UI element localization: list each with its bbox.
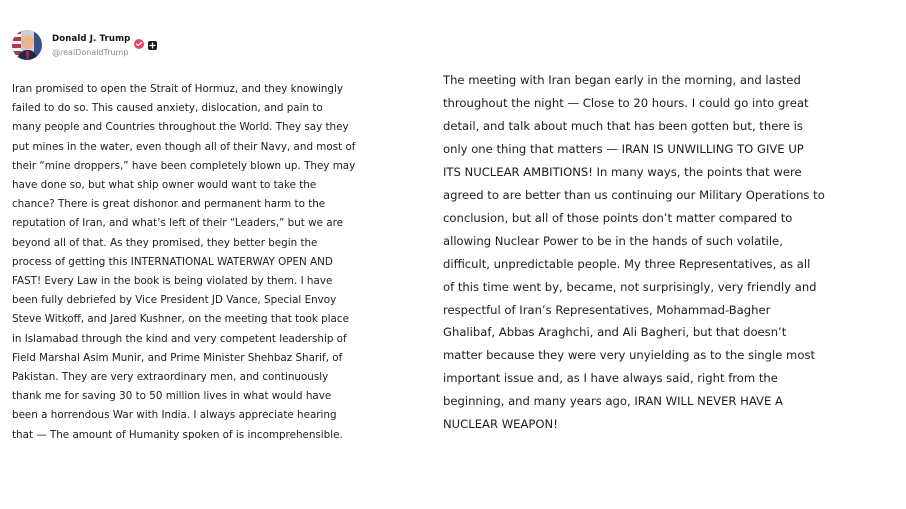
text-line: reputation of Iran, and what’s left of their “Leaders,” but we are (12, 217, 343, 230)
user-handle[interactable]: @realDonaldTrump (52, 48, 129, 57)
text-line: thank me for saving 30 to 50 million lives in what would have (12, 390, 332, 403)
text-line: ITS NUCLEAR AMBITIONS! In many ways, the points that were (443, 164, 802, 179)
text-line: NUCLEAR WEAPON! (443, 417, 558, 432)
name-row (52, 32, 157, 46)
avatar[interactable] (12, 30, 42, 60)
text-line: process of getting this INTERNATIONAL WATERWAY OPEN AND (12, 255, 333, 268)
text-line: allowing Nuclear Power to be in the hands of such volatile, (443, 233, 783, 248)
text-line: have done so, but what ship owner would want to take the (12, 179, 317, 192)
post-card-left (0, 0, 448, 509)
text-line: been fully debriefed by Vice President JD Vance, Special Envoy (12, 294, 337, 307)
text-line: beyond all of that. As they promised, they better begin the (12, 236, 318, 249)
text-line: Field Marshal Asim Munir, and Prime Minister Shehbaz Sharif, of (12, 351, 343, 364)
text-line: matter because they were very unyielding as to the single most (443, 348, 816, 363)
text-line: throughout the night — Close to 20 hours. I could go into great (443, 95, 809, 110)
text-line: their “mine droppers,” have been completely blown up. They may (12, 159, 356, 172)
verified-badge-icon (134, 34, 144, 44)
text-line: respectful of Iran’s Representatives, Mohammad-Bagher (443, 302, 771, 317)
display-name[interactable]: Donald J. Trump (52, 34, 131, 44)
text-line: Iran promised to open the Strait of Hormuz, and they knowingly (12, 83, 343, 95)
text-line: many people and Countries throughout the World. They say they (12, 121, 349, 134)
text-line: The meeting with Iran began early in the morning, and lasted (443, 73, 801, 87)
text-line: that — The amount of Humanity spoken of is incomprehensible. (12, 428, 343, 441)
text-line: of this time went by, became, not surprisingly, very friendly and (443, 279, 817, 294)
post-text-left (12, 80, 428, 445)
text-line: Steve Witkoff, and Jared Kushner, on the meeting that took place (12, 313, 349, 326)
text-line: important issue and, as I have always said, right from the (443, 371, 778, 386)
text-line: Pakistan. They are very extraordinary men, and continuously (12, 371, 329, 384)
post-text-right (443, 69, 903, 436)
text-line: been a horrendous War with India. I always appreciate hearing (12, 409, 337, 422)
text-line: difficult, unpredictable people. My three Representatives, as all (443, 256, 811, 271)
text-line: chance? There is great dishonor and permanent harm to the (12, 198, 326, 211)
text-line: agreed to are better than us continuing our Military Operations to (443, 187, 825, 202)
text-line: Ghalibaf, Abbas Araghchi, and Ali Bagheri, but that doesn’t (443, 325, 787, 340)
text-line: detail, and talk about much that has been gotten but, there is (443, 118, 803, 133)
avatar-image (12, 30, 42, 60)
post-header (12, 30, 312, 64)
text-line: FAST! Every Law in the book is being violated by them. I have (12, 275, 333, 288)
text-line: conclusion, but all of those points don’t matter compared to (443, 210, 793, 225)
text-line: only one thing that matters — IRAN IS UNWILLING TO GIVE UP (443, 141, 804, 156)
text-line: in Islamabad through the kind and very competent leadership of (12, 332, 347, 345)
text-line: put mines in the water, even though all of their Navy, and most of (12, 140, 356, 153)
text-line: beginning, and many years ago, IRAN WILL NEVER HAVE A (443, 394, 783, 409)
text-line: failed to do so. This caused anxiety, dislocation, and pain to (12, 102, 323, 115)
post-card-right (430, 52, 906, 509)
square-badge-icon (148, 35, 157, 44)
